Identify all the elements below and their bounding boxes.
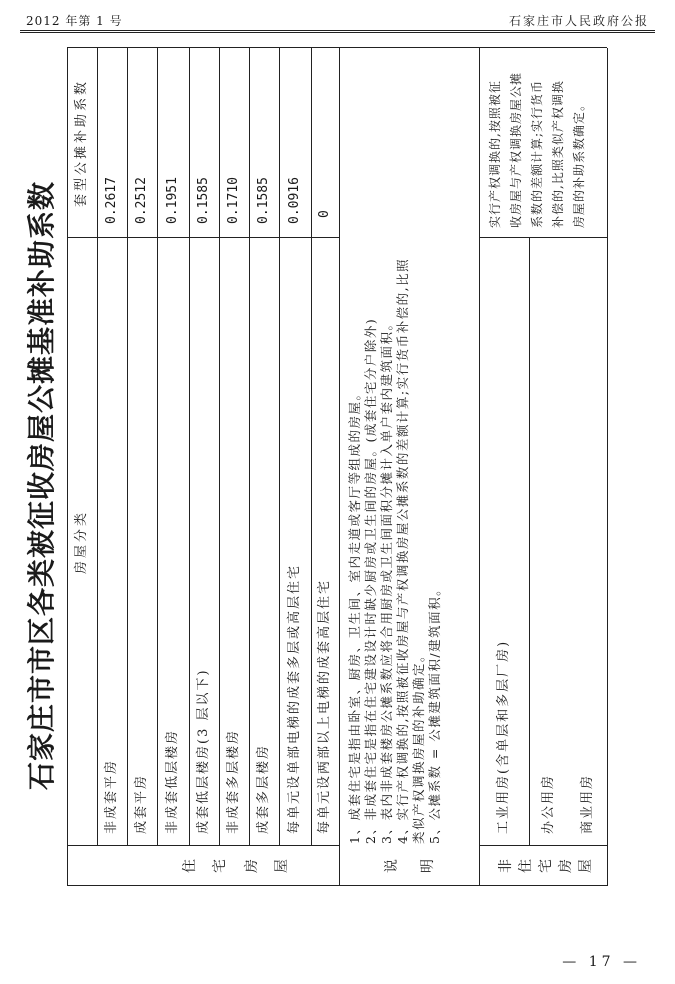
note-line: 1、成套住宅是指由卧室、厨房、卫生间、室内走道或客厅等组成的房屋。 [347,386,362,844]
table-row-category: 非成套平房 [104,758,119,834]
label-char: 屋 [578,859,594,873]
table-border-right [67,47,607,48]
table-row-category: 每单元设单部电梯的成套多层或高层住宅 [287,563,302,834]
nonres-note-line: 系数的差额计算;实行货币 [530,79,544,228]
note-line: 类似产权调换房屋的补助确定。 [411,647,426,844]
label-char: 宅 [212,859,228,873]
label-char: 住 [518,859,534,873]
table-row-category: 非成套多层楼房 [226,728,241,834]
table-row-category: 非成套低层楼房 [165,728,180,834]
header-rule [20,30,655,33]
table-row-coefficient: 0.0916 [287,177,302,224]
table-row-coefficient: 0.2512 [134,177,149,224]
table-row-category: 成套平房 [134,773,149,834]
table-row-coefficient: 0.1710 [226,177,241,224]
table-row-coefficient: 0.1585 [196,177,211,224]
column-divider [479,237,607,238]
note-line: 5、公摊系数 = 公摊建筑面积/建筑面积。 [427,581,442,844]
label-char: 说 [384,859,400,873]
row-line [157,48,158,846]
section-line [339,48,340,886]
table-border-bottom [607,48,608,886]
label-char: 房 [558,859,574,873]
page-title: 石家庄市市区各类被征收房屋公摊基准补助系数 [25,181,58,791]
nonres-note-line: 实行产权调换的,按照被征 [488,80,502,228]
label-char: 房 [244,859,260,873]
row-line [529,238,530,846]
note-line: 4、实行产权调换的,按照被征收房屋与产权调换房屋公摊系数的差额计算;实行货币补偿的,比照 [395,257,410,844]
page-header [20,8,655,30]
table-row-coefficient: 0 [317,210,332,218]
row-line [249,48,250,846]
label-char: 住 [182,859,198,873]
nonres-note-line: 收房屋与产权调换房屋公摊 [509,71,523,228]
table-row-coefficient: 0.1951 [165,177,180,224]
row-line [127,48,128,846]
table-row-category: 成套多层楼房 [256,743,271,834]
label-char: 屋 [274,859,290,873]
rotated-page [15,43,615,928]
nonresidential-label [479,846,607,886]
header-category: 房屋分类 [74,510,89,575]
nonres-note-line: 补偿的,比照类似产权调换 [551,80,565,228]
notes-block [347,50,443,870]
row-line [219,48,220,846]
table-row-coefficient: 0.1585 [256,177,271,224]
table-row-category: 每单元设两部以上电梯的成套高层住宅 [317,578,332,834]
label-char: 宅 [538,859,554,873]
note-line: 3、表内非成套楼房公摊系数应将合用厨房或卫生间面积分摊计入单户套内建筑面积。 [379,316,394,844]
note-line: 2、非成套住宅是指在住宅建设设计时缺少厨房或卫生间的房屋。(成套住宅分户除外) [363,317,378,844]
header-rule-line [97,48,98,846]
label-char: 明 [420,859,436,873]
nonres-row-commercial: 商业用房 [580,773,595,834]
coefficient-table [67,48,607,886]
issue-label: 2012 年第 1 号 [26,14,123,28]
column-divider [67,237,339,238]
nonres-row-office: 办公用房 [541,773,556,834]
nonres-note [485,52,590,228]
nonres-row-industrial: 工业用房(含单层和多层厂房) [496,639,511,834]
label-char: 非 [498,859,514,873]
residential-label [97,846,339,886]
table-row-coefficient: 0.2617 [104,177,119,224]
page-number: — 17 — [562,954,641,970]
publication-name: 石家庄市人民政府公报 [508,14,649,28]
header-coefficient: 套型公摊补助系数 [74,79,89,208]
nonres-note-line: 房屋的补助系数确定。 [572,97,586,228]
table-row-category: 成套低层楼房(3 层以下) [196,668,211,834]
